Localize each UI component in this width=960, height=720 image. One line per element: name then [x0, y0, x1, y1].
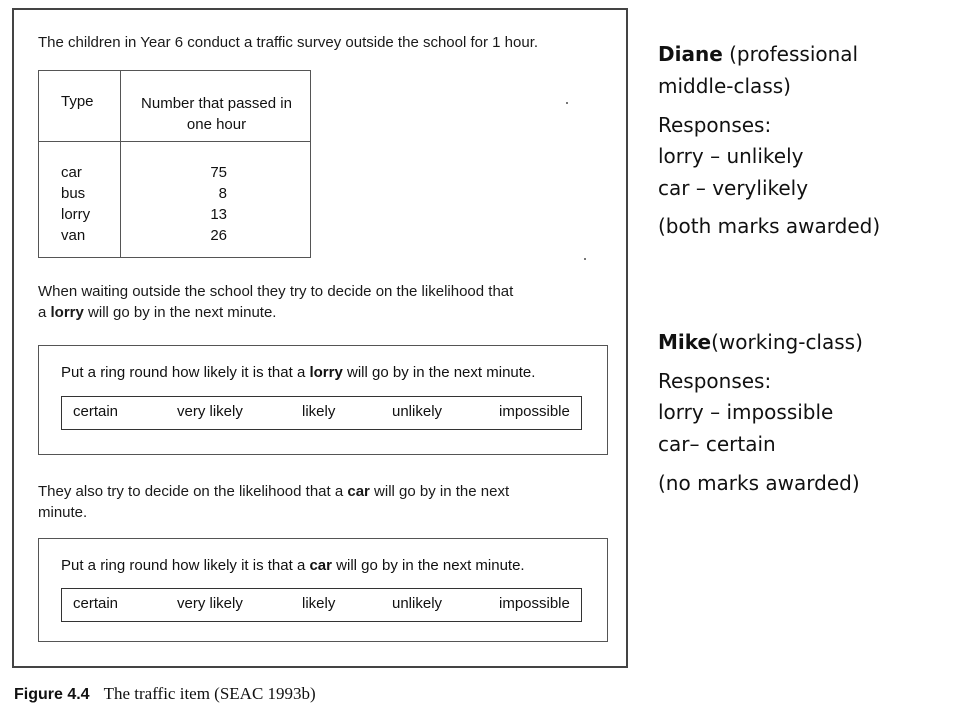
table-row-type: van — [61, 227, 86, 244]
mike-marks: (no marks awarded) — [658, 471, 860, 495]
table-row-type: lorry — [61, 206, 91, 223]
table-row-value: 75 — [210, 164, 227, 181]
mike-class: (working-class) — [711, 330, 863, 354]
table-row-type: bus — [61, 185, 86, 202]
diane-marks: (both marks awarded) — [658, 214, 881, 238]
survey-table — [38, 70, 311, 258]
diane-car-response: car – verylikely — [658, 176, 809, 200]
choice-impossible[interactable]: impossible — [499, 595, 570, 612]
diane-name: Diane — [658, 42, 723, 66]
car-prompt-post: will go by in the next minute. — [332, 557, 525, 574]
car-choice-row — [61, 588, 582, 622]
table-header-number: Number that passed in one hour — [141, 95, 292, 133]
question-lorry-bold: lorry — [50, 304, 84, 321]
question-car-line2: minute. — [38, 504, 88, 521]
mike-car-response: car– certain — [658, 432, 776, 456]
question-lorry-line1: When waiting outside the school they try to decide on the likelihood that — [38, 283, 514, 300]
mike-heading — [658, 326, 863, 358]
question-car-bold: car — [347, 483, 370, 500]
choice-likely[interactable]: likely — [302, 595, 336, 612]
car-prompt-pre: Put a ring round how likely it is that a — [61, 557, 310, 574]
table-row-value: 13 — [210, 206, 227, 223]
figure-caption — [14, 684, 316, 704]
diane-lorry-response: lorry – unlikely — [658, 144, 804, 168]
lorry-prompt-bold: lorry — [309, 364, 343, 381]
choice-very-likely[interactable]: very likely — [177, 403, 243, 420]
mike-lorry-response: lorry – impossible — [658, 400, 834, 424]
lorry-choice-row — [61, 396, 582, 430]
diane-heading-line1 — [658, 38, 858, 70]
survey-intro: The children in Year 6 conduct a traffic survey outside the school for 1 hour. — [38, 34, 539, 51]
mike-name: Mike — [658, 330, 712, 354]
table-row-type: car — [61, 164, 82, 181]
table-header-type: Type — [61, 93, 94, 110]
choice-likely[interactable]: likely — [302, 403, 336, 420]
car-answer-box — [38, 538, 608, 642]
scanned-figure — [12, 8, 628, 668]
scan-speck — [584, 258, 586, 260]
diane-class-line2: middle-class) — [658, 74, 791, 98]
choice-unlikely[interactable]: unlikely — [392, 403, 443, 420]
lorry-prompt-post: will go by in the next minute. — [342, 364, 536, 381]
choice-certain[interactable]: certain — [73, 403, 119, 420]
scan-speck — [566, 102, 568, 104]
caption-label: Figure 4.4 — [14, 686, 90, 703]
car-prompt — [61, 557, 525, 574]
table-row-value: 26 — [210, 227, 227, 244]
caption-text: The traffic item (SEAC 1993b) — [103, 684, 316, 703]
table-divider-vertical — [120, 71, 121, 257]
lorry-prompt — [61, 364, 535, 381]
choice-impossible[interactable]: impossible — [499, 403, 570, 420]
table-divider-horizontal — [39, 141, 310, 142]
choice-certain[interactable]: certain — [73, 595, 119, 612]
question-lorry-text — [38, 281, 513, 323]
diane-class-line1: (professional — [722, 42, 859, 66]
question-lorry-post: will go by in the next minute. — [83, 304, 277, 321]
diane-responses-label: Responses: — [658, 113, 772, 137]
question-car-text — [38, 481, 509, 523]
question-lorry-pre: a — [38, 304, 51, 321]
question-car-pre: They also try to decide on the likelihood that a — [38, 483, 348, 500]
car-prompt-bold: car — [309, 557, 332, 574]
question-car-post: will go by in the next — [369, 483, 510, 500]
lorry-prompt-pre: Put a ring round how likely it is that a — [61, 364, 310, 381]
lorry-answer-box — [38, 345, 608, 455]
table-row-value: 8 — [218, 185, 227, 202]
choice-unlikely[interactable]: unlikely — [392, 595, 443, 612]
mike-responses-label: Responses: — [658, 369, 772, 393]
choice-very-likely[interactable]: very likely — [177, 595, 243, 612]
